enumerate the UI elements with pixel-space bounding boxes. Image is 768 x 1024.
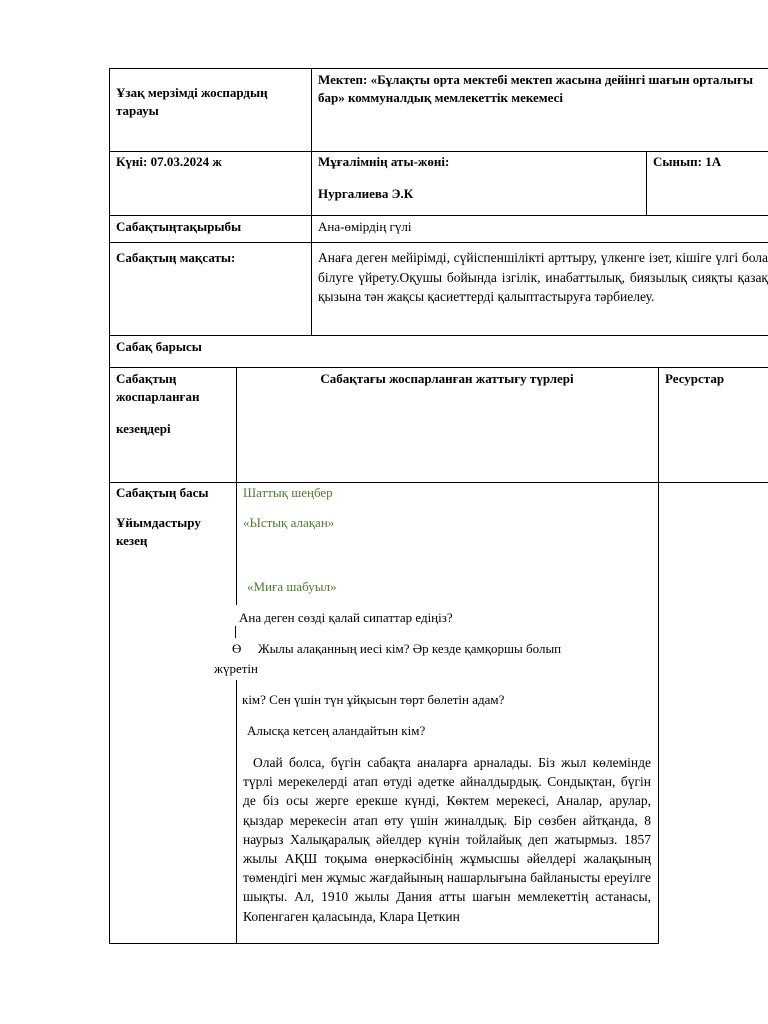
stages-header-line-3: кезеңдері (116, 421, 171, 436)
class-label: Сынып: 1А (653, 154, 722, 169)
range-label: Ұзақ мерзімді жоспардың тарауы (116, 85, 268, 118)
question-2-continued: жүретін (214, 661, 259, 676)
row-divider-6 (109, 482, 768, 483)
question-4: Алысқа кетсең аландайтын кім? (247, 723, 426, 738)
row-divider-1 (109, 151, 768, 152)
row-divider-4 (109, 335, 768, 336)
teacher-name: Нургалиева Э.К (318, 186, 414, 201)
school-name: Мектеп: «Бұлақты орта мектебі мектеп жасына дейінгі шағын орталығы бар» коммуналдық мемлекеттік мекемесі (318, 72, 754, 105)
col-divider-stages (236, 367, 237, 605)
col-divider-resources (658, 367, 659, 944)
col-divider-top (311, 68, 312, 335)
table-border-left (109, 68, 110, 944)
activity-happy-circle: Шаттық шеңбер (243, 485, 333, 500)
topic-label: Сабақтыңтақырыбы (116, 219, 242, 234)
activity-brainstorm: «Миға шабуыл» (247, 579, 337, 594)
activity-warm-palm: «Ыстық алақан» (243, 515, 335, 530)
topic-value: Ана-өмірдің гүлі (318, 219, 412, 234)
table-border-top (109, 68, 768, 69)
intro-paragraph: Олай болса, бүгін сабақта аналарға арналады. Біз жыл көлемінде түрлі мерекелерді атап өтуді әдетке айналдырдық. Сондықтан, бүгін де біз осы жерге ерекше күнді, Көктем мерекесі, Аналар, арулар, қыздар мерекесін атап өту үшін жиналдық. Бір сөзбен айтқанда, 8 наурыз Халықаралық әйелдер күнін тойлайық деп жатырмыз. 1857 жылы АҚШ тоқыма өнеркәсібінің жұмысшы әйелдері жалақының төмендігі мен жұмыс жағдайының нашарлығына байланысты ереуілге шықты. Ал, 1910 жылы Дания атты шағын мемлекеттің астанасы, Копенгаген қаласында, Клара Цеткин (243, 755, 651, 924)
stages-header-line-2: жоспарланған (116, 389, 200, 404)
question-1: Ана деген сөзді қалай сипаттар едіңіз? (239, 610, 453, 625)
col-divider-class (646, 151, 647, 215)
stages-header-line-1: Сабақтың (116, 371, 177, 386)
table-border-bottom (109, 943, 659, 944)
progress-title: Сабақ барысы (116, 339, 202, 354)
teacher-label: Мұғалімнің аты-жөні: (318, 154, 450, 169)
goal-text: Анаға деген мейірімді, сүйіспеншілікті арттыру, үлкенге ізет, кішіге үлгі бола білуге үйрету.Оқушы бойында ізгілік, инабаттылық, биязылық сияқты қазақ қызына тән жақсы қасиеттерді қалыптастыруға тәрбиелеу. (318, 250, 768, 304)
stage-organization: Ұйымдастыру кезең (116, 515, 201, 548)
question-2-letter: Ө (232, 641, 242, 656)
resources-header: Ресурстар (665, 371, 725, 386)
col-divider-stages-lower (236, 680, 237, 944)
activities-header: Сабақтағы жоспарланған жаттығу түрлері (320, 371, 574, 386)
stage-start: Сабақтың басы (116, 485, 209, 500)
row-divider-3 (109, 242, 768, 243)
question-3: кім? Сен үшін түн ұйқысын төрт бөлетін адам? (242, 692, 505, 707)
goal-label: Сабақтың мақсаты: (116, 250, 236, 265)
cursor-mark (235, 626, 236, 638)
question-2: Жылы алақанның иесі кім? Әр кезде қамқоршы болып (258, 641, 562, 656)
lesson-date: Күні: 07.03.2024 ж (116, 154, 222, 169)
row-divider-5 (109, 367, 768, 368)
row-divider-2 (109, 215, 768, 216)
